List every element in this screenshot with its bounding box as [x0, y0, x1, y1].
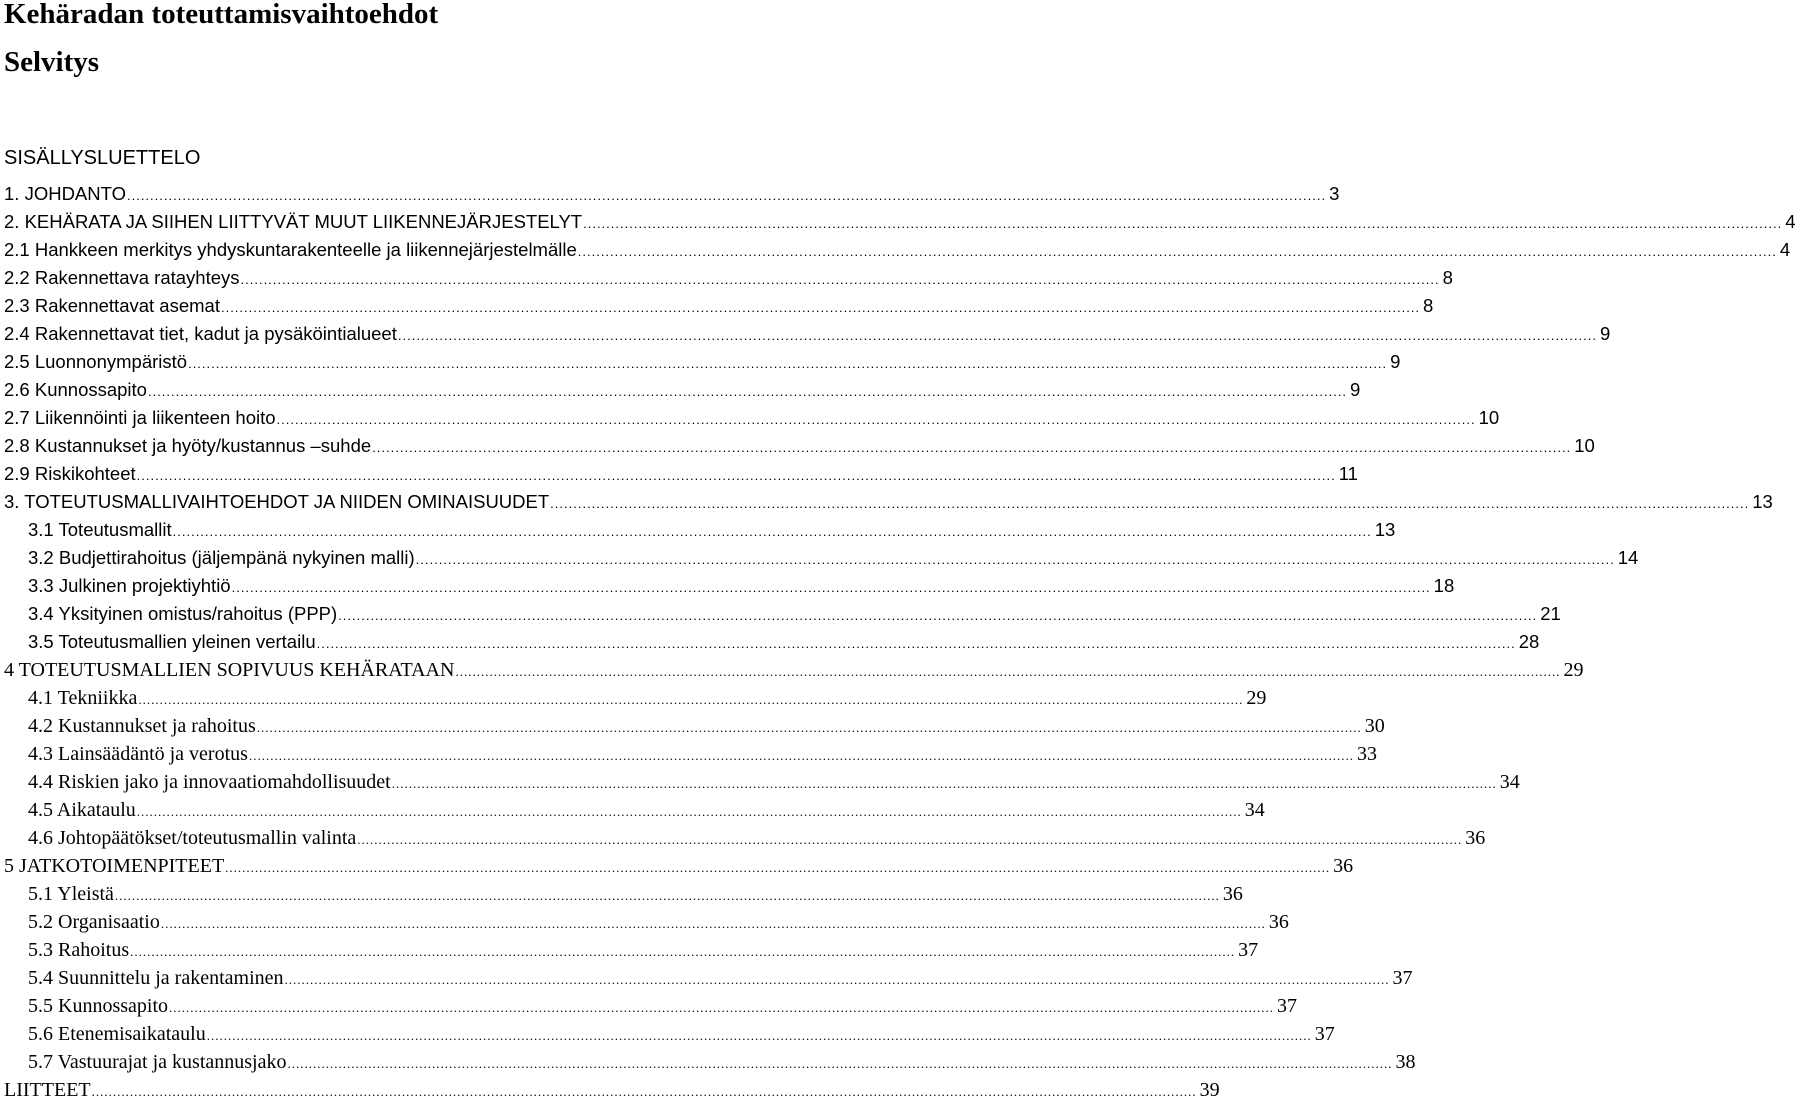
toc-leader-dots	[317, 630, 1516, 658]
toc-entry[interactable]	[0, 796, 1265, 824]
toc-leader-dots	[137, 462, 1336, 490]
toc-entry[interactable]	[0, 628, 1540, 656]
toc-entry[interactable]	[0, 208, 1795, 236]
toc-leader-dots	[188, 350, 1387, 378]
toc-entry-label: 4.5 Aikataulu	[28, 799, 136, 821]
toc-entry[interactable]	[0, 432, 1595, 460]
toc-entry[interactable]	[0, 600, 1561, 628]
toc-entry-page: 36	[1222, 883, 1243, 905]
toc-entry[interactable]	[0, 740, 1377, 768]
toc-entry-page: 9	[1599, 323, 1611, 344]
toc-entry[interactable]	[0, 572, 1455, 600]
toc-entry[interactable]	[0, 712, 1385, 740]
toc-entry-label: 5.1 Yleistä	[28, 883, 114, 905]
toc-entry-page: 13	[1752, 491, 1773, 512]
toc-leader-dots	[550, 490, 1749, 518]
toc-entry-label: 2.7 Liikennöinti ja liikenteen hoito	[4, 407, 276, 428]
toc-entry-label: 3.3 Julkinen projektiyhtiö	[28, 575, 231, 596]
toc-entry-label: 3.4 Yksityinen omistus/rahoitus (PPP)	[28, 603, 338, 624]
toc-entry[interactable]	[0, 824, 1486, 852]
toc-leader-dots	[338, 602, 1537, 630]
toc-entry[interactable]	[0, 908, 1289, 936]
toc-entry-page: 10	[1478, 407, 1500, 428]
toc-entry-label: 2.2 Rakennettava ratayhteys	[4, 267, 240, 288]
toc-leader-dots	[578, 238, 1777, 266]
toc-entry[interactable]	[0, 768, 1520, 796]
toc-entry-label: 3.1 Toteutusmallit	[28, 519, 172, 540]
toc-entry-label: 4.4 Riskien jako ja innovaatiomahdollisuudet	[28, 771, 391, 793]
toc-entry-page: 18	[1433, 575, 1455, 596]
document-subtitle: Selvitys	[4, 46, 100, 78]
toc-leader-dots	[127, 182, 1326, 210]
toc-entry-page: 36	[1268, 911, 1289, 933]
toc-entry-page: 9	[1350, 379, 1361, 400]
toc-entry[interactable]	[0, 1020, 1335, 1048]
toc-entry-page: 34	[1244, 799, 1265, 821]
toc-leader-dots	[169, 994, 1274, 1022]
toc-entry-page: 8	[1442, 267, 1453, 288]
toc-entry[interactable]	[0, 376, 1361, 404]
toc-entry-page: 9	[1390, 351, 1401, 372]
toc-leader-dots	[277, 406, 1476, 434]
toc-entry-label: 3.5 Toteutusmallien yleinen vertailu	[28, 631, 316, 652]
toc-entry-page: 30	[1364, 715, 1385, 737]
toc-leader-dots	[148, 378, 1347, 406]
toc-entry[interactable]	[0, 292, 1434, 320]
toc-heading: SISÄLLYSLUETTELO	[4, 147, 201, 169]
toc-entry-page: 13	[1374, 519, 1396, 540]
toc-entry[interactable]	[0, 180, 1340, 208]
toc-leader-dots	[161, 910, 1266, 938]
toc-leader-dots	[232, 574, 1431, 602]
toc-leader-dots	[92, 1078, 1197, 1106]
toc-entry-page: 37	[1238, 939, 1259, 961]
toc-entry[interactable]	[0, 320, 1611, 348]
toc-entry-label: 2.1 Hankkeen merkitys yhdyskuntarakenteelle ja liikennejärjestelmälle	[4, 239, 577, 260]
toc-entry[interactable]	[0, 348, 1401, 376]
toc-leader-dots	[287, 1050, 1392, 1078]
toc-leader-dots	[249, 742, 1354, 770]
toc-leader-dots	[173, 518, 1372, 546]
toc-entry-label: 4.1 Tekniikka	[28, 687, 138, 709]
toc-entry-label: 4 TOTEUTUSMALLIEN SOPIVUUS KEHÄRATAAN	[4, 659, 455, 681]
toc-entry-label: 4.3 Lainsäädäntö ja verotus	[28, 743, 248, 765]
toc-entry-page: 36	[1465, 827, 1486, 849]
toc-entry-label: 2.3 Rakennettavat asemat	[4, 295, 220, 316]
toc-leader-dots	[357, 826, 1462, 854]
toc-leader-dots	[372, 434, 1571, 462]
toc-entry[interactable]	[0, 656, 1584, 684]
toc-entry[interactable]	[0, 964, 1413, 992]
toc-entry[interactable]	[0, 852, 1354, 880]
toc-entry-label: 2.8 Kustannukset ja hyöty/kustannus –suhde	[4, 435, 372, 456]
toc-entry-page: 37	[1392, 967, 1413, 989]
toc-entry-page: 36	[1333, 855, 1354, 877]
toc-entry-label: 2.4 Rakennettavat tiet, kadut ja pysäköintialueet	[4, 323, 397, 344]
toc-entry-label: 5.7 Vastuurajat ja kustannusjako	[28, 1051, 287, 1073]
toc-entry-page: 28	[1518, 631, 1540, 652]
toc-entry-label: 2.5 Luonnonympäristö	[4, 351, 188, 372]
toc-leader-dots	[583, 210, 1782, 238]
toc-entry[interactable]	[0, 992, 1297, 1020]
toc-leader-dots	[221, 294, 1420, 322]
toc-entry-label: 5.3 Rahoitus	[28, 939, 130, 961]
toc-entry-label: LIITTEET	[4, 1079, 91, 1101]
toc-entry[interactable]	[0, 404, 1500, 432]
toc-entry-page: 34	[1499, 771, 1520, 793]
toc-entry-page: 4	[1779, 239, 1791, 260]
toc-entry-page: 39	[1199, 1079, 1220, 1101]
toc-entry-page: 29	[1563, 659, 1584, 681]
toc-leader-dots	[455, 658, 1560, 686]
toc-entry-page: 3	[1329, 183, 1340, 204]
toc-leader-dots	[392, 770, 1497, 798]
toc-entry-page: 4	[1785, 211, 1795, 232]
toc-entry-label: 5.4 Suunnittelu ja rakentaminen	[28, 967, 284, 989]
toc-entry[interactable]	[0, 516, 1396, 544]
toc-leader-dots	[257, 714, 1362, 742]
toc-entry-label: 5 JATKOTOIMENPITEET	[4, 855, 225, 877]
toc-leader-dots	[416, 546, 1615, 574]
toc-entry-label: 5.6 Etenemisaikataulu	[28, 1023, 206, 1045]
toc-entry-label: 2.9 Riskikohteet	[4, 463, 136, 484]
toc-entry-page: 33	[1356, 743, 1377, 765]
toc-entry-label: 1. JOHDANTO	[4, 183, 126, 204]
toc-entry[interactable]	[0, 236, 1791, 264]
toc-leader-dots	[241, 266, 1440, 294]
toc-entry-page: 38	[1395, 1051, 1416, 1073]
toc-leader-dots	[285, 966, 1390, 994]
toc-entry-label: 4.6 Johtopäätökset/toteutusmallin valinta	[28, 827, 357, 849]
toc-entry-page: 21	[1540, 603, 1561, 624]
toc-entry-page: 29	[1246, 687, 1267, 709]
toc-entry-page: 37	[1277, 995, 1297, 1017]
toc-entry[interactable]	[0, 264, 1453, 292]
toc-entry-page: 10	[1574, 435, 1595, 456]
toc-leader-dots	[115, 882, 1220, 910]
toc-entry-page: 37	[1314, 1023, 1335, 1045]
toc-entry-page: 8	[1423, 295, 1434, 316]
toc-entry-page: 11	[1338, 463, 1358, 484]
table-of-contents	[0, 180, 1795, 1104]
toc-entry-label: 3.2 Budjettirahoitus (jäljempänä nykyinen malli)	[28, 547, 415, 568]
toc-entry[interactable]	[0, 684, 1267, 712]
toc-entry-label: 2.6 Kunnossapito	[4, 379, 147, 400]
document-title: Kehäradan toteuttamisvaihtoehdot	[4, 0, 439, 30]
toc-leader-dots	[138, 686, 1243, 714]
toc-entry-label: 5.5 Kunnossapito	[28, 995, 168, 1017]
toc-leader-dots	[225, 854, 1330, 882]
toc-entry-label: 3. TOTEUTUSMALLIVAIHTOEHDOT JA NIIDEN OMINAISUUDET	[4, 491, 550, 512]
toc-leader-dots	[398, 322, 1597, 350]
toc-entry-label: 5.2 Organisaatio	[28, 911, 160, 933]
toc-entry[interactable]	[0, 488, 1773, 516]
toc-entry[interactable]	[0, 936, 1259, 964]
toc-entry-label: 4.2 Kustannukset ja rahoitus	[28, 715, 256, 737]
toc-entry[interactable]	[0, 1048, 1416, 1076]
toc-leader-dots	[137, 798, 1242, 826]
toc-leader-dots	[207, 1022, 1312, 1050]
toc-entry-page: 14	[1617, 547, 1639, 568]
toc-entry[interactable]	[0, 880, 1243, 908]
toc-entry[interactable]	[0, 460, 1358, 488]
toc-entry[interactable]	[0, 544, 1639, 572]
toc-entry[interactable]	[0, 1076, 1220, 1104]
toc-entry-label: 2. KEHÄRATA JA SIIHEN LIITTYVÄT MUUT LIIKENNEJÄRJESTELYT	[4, 211, 583, 232]
toc-leader-dots	[130, 938, 1235, 966]
